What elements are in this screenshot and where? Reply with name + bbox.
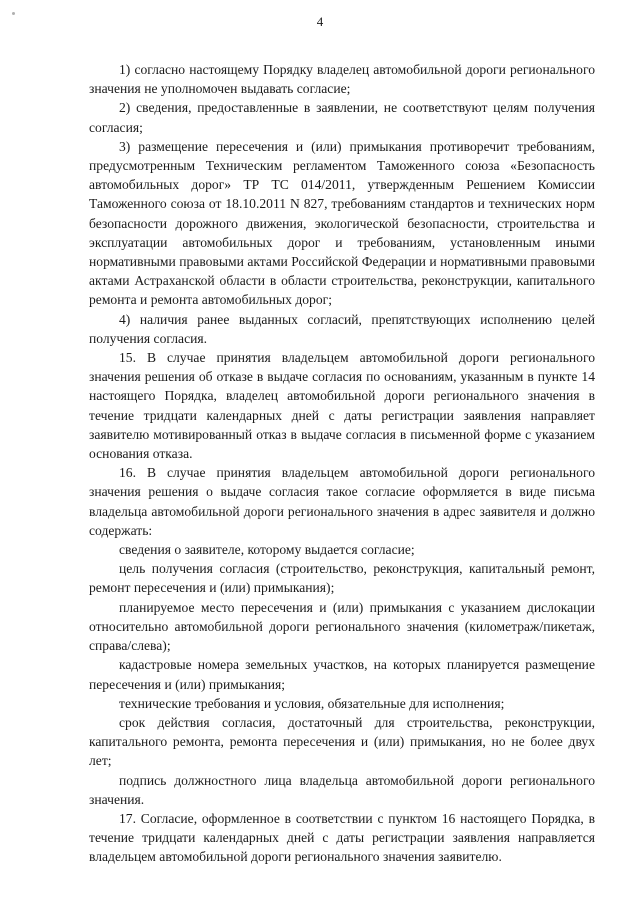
- paragraph-item-validity: срок действия согласия, достаточный для строительства, реконструкции, капитального ремонта, ремонта пересечения и (или) примыкания, но не более двух лет;: [89, 714, 595, 769]
- paragraph-clause-1: 1) согласно настоящему Порядку владелец автомобильной дороги регионального значения не уполномочен выдавать согласие;: [89, 62, 595, 97]
- paragraph-section-17: 17. Согласие, оформленное в соответствии с пунктом 16 настоящего Порядка, в течение тридцати календарных дней с даты регистрации заявления направляется владельцем автомобильной дороги регионального значения заявителю.: [89, 810, 595, 865]
- paragraph-section-16: 16. В случае принятия владельцем автомобильной дороги регионального значения решения о выдаче согласия такое согласие оформляется в виде письма владельца автомобильной дороги регионального значения в адрес заявителя и должно содержать:: [89, 465, 595, 538]
- paragraph-item-requirements: технические требования и условия, обязательные для исполнения;: [119, 695, 505, 711]
- paragraph-section-15: 15. В случае принятия владельцем автомобильной дороги регионального значения решения об отказе в выдаче согласия по основаниям, указанным в пункте 14 настоящего Порядка, владелец автомобильной дороги регионального значения в течение тридцати календарных дней с даты регистрации заявления направляет заявителю мотивированный отказ в выдаче согласия в письменной форме с указанием основания отказа.: [89, 350, 595, 462]
- paragraph-clause-4: 4) наличия ранее выданных согласий, препятствующих исполнению целей получения согласия.: [89, 311, 595, 346]
- page-number: 4: [316, 14, 324, 29]
- paragraph-item-cadastral: кадастровые номера земельных участков, на которых планируется размещение пересечения и (или) примыкания;: [89, 657, 595, 692]
- paragraph-item-location: планируемое место пересечения и (или) примыкания с указанием дислокации относительно автомобильной дороги регионального значения (километраж/пикетаж, справа/слева);: [89, 599, 595, 654]
- paragraph-item-signature: подпись должностного лица владельца автомобильной дороги регионального значения.: [89, 772, 595, 807]
- paragraph-item-purpose: цель получения согласия (строительство, реконструкция, капитальный ремонт, ремонт пересечения и (или) примыкания);: [89, 561, 595, 596]
- document-body: [89, 60, 595, 867]
- paragraph-item-applicant: сведения о заявителе, которому выдается согласие;: [119, 542, 415, 558]
- paragraph-clause-3: 3) размещение пересечения и (или) примыкания противоречит требованиям, предусмотренным Техническим регламентом Таможенного союза «Безопасность автомобильных дорог» ТР ТС 014/2011, утвержденным Решением Комиссии Таможенного союза от 18.10.2011 N 827, требованиям стандартов и технических норм безопасности дорожного движения, экологической безопасности, строительства и эксплуатации автомобильных дорог и требованиям, установленным иными нормативными правовыми актами Российской Федерации и нормативными правовыми актами Астраханской области в области строительства, реконструкции, капитального ремонта и ремонта автомобильных дорог;: [89, 138, 595, 308]
- paragraph-clause-2: 2) сведения, предоставленные в заявлении, не соответствуют целям получения согласия;: [89, 100, 595, 135]
